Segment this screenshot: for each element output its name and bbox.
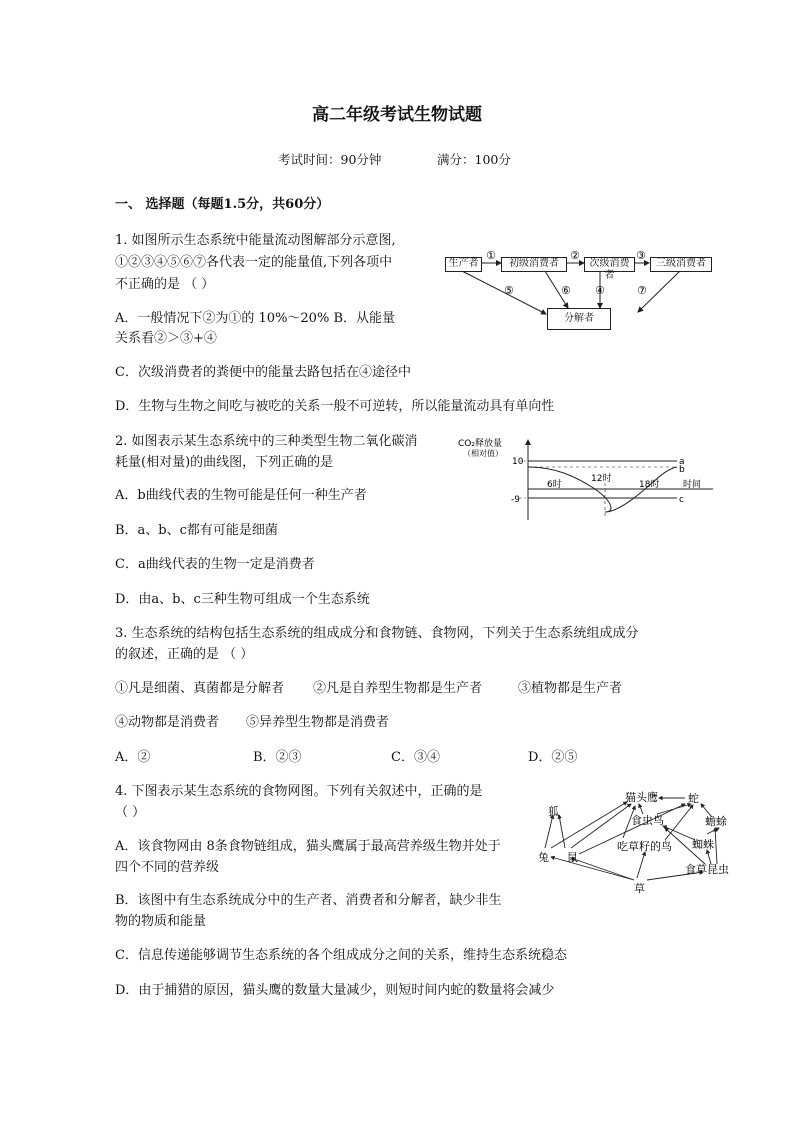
- q4-option-a-line1: A．该食物网由 8条食物链组成，猫头鹰属于最高营养级生物并处于: [115, 839, 501, 854]
- q3-statement-2: ②凡是自养型生物都是生产者: [313, 681, 483, 696]
- q4-option-b-line2: 物的物质和能量: [115, 914, 207, 929]
- q3-option-a: A．②: [115, 750, 151, 765]
- node-spider: 蜘蛛: [692, 838, 714, 851]
- q2-option-a: A．b曲线代表的生物可能是任何一种生产者: [115, 488, 367, 503]
- q3-stem-line1: 3. 生态系统的结构包括生态系统的组成成分和食物链、食物网，下列关于生态系统组成成分: [115, 626, 639, 641]
- edge-insect-toad: [715, 828, 717, 864]
- edge-grass-seedbird: [637, 852, 645, 878]
- node-seed-bird: 吃草籽的鸟: [617, 840, 672, 853]
- q4-option-c: C．信息传递能够调节生态系统的各个组成成分之间的关系，维持生态系统稳态: [115, 948, 567, 963]
- y-tick-10: 10: [512, 457, 524, 467]
- label-7: ⑦: [637, 284, 647, 297]
- tertiary-consumer-box: 三级消费者: [650, 257, 712, 272]
- label-4: ④: [595, 284, 605, 297]
- node-grass: 草: [634, 882, 645, 895]
- q1-option-d: D．生物与生物之间吃与被吃的关系一般不可逆转，所以能量流动具有单向性: [115, 399, 555, 414]
- q3-option-b: B．②③: [253, 750, 302, 765]
- q4-stem-line1: 4. 下图表示某生态系统的食物网图。下列有关叙述中，正确的是: [115, 784, 483, 799]
- q1-option-c: C．次级消费者的粪便中的能量去路包括在④途径中: [115, 365, 411, 380]
- q4-stem-line2: （ ）: [115, 805, 146, 820]
- primary-consumer-box: 初级消费者: [501, 257, 567, 272]
- node-insect-bird: 食虫鸟: [631, 814, 664, 827]
- series-c-label: c: [679, 495, 684, 505]
- q3-statement-5: ⑤异养型生物都是消费者: [246, 715, 390, 730]
- q3-option-d: D．②⑤: [528, 750, 578, 765]
- exam-time: 考试时间：90分钟: [278, 152, 382, 167]
- q2-option-c: C．a曲线代表的生物一定是消费者: [115, 557, 315, 572]
- q1-stem-line2: ①②③④⑤⑥⑦各代表一定的能量值,下列各项中: [115, 255, 393, 270]
- q3-statement-3: ③植物都是生产者: [518, 681, 623, 696]
- node-fox: 狐: [548, 805, 559, 818]
- q3-statement-1: ①凡是细菌、真菌都是分解者: [115, 681, 285, 696]
- y-axis-label-2: （相对值）: [463, 449, 503, 458]
- edge-rabbit-fox: [545, 815, 553, 848]
- q1-stem-line3: 不正确的是 （ ）: [115, 277, 215, 292]
- q3-statement-4: ④动物都是消费者: [115, 715, 220, 730]
- label-1: ①: [486, 249, 496, 262]
- edge-spider-toad: [707, 828, 719, 834]
- co2-curve-graph: [455, 436, 720, 522]
- edge-rabbit-owl: [551, 802, 627, 848]
- food-web-diagram: [535, 788, 740, 898]
- y-axis-label-1: CO₂释放量: [458, 439, 502, 449]
- section-title: 一、 选择题（每题1.5分，共60分）: [115, 197, 330, 212]
- x-tick-18: 18时: [639, 480, 660, 490]
- node-mouse: 鼠: [567, 851, 578, 864]
- secondary-consumer-box: 次级消费者: [584, 257, 635, 272]
- edge-grass-mouse: [571, 858, 634, 880]
- q1-stem-line1: 1. 如图所示生态系统中能量流动图解部分示意图,: [115, 233, 396, 248]
- x-axis-label: 时间: [683, 480, 702, 490]
- label-3: ③: [636, 249, 646, 262]
- edge-grass-rabbit: [551, 857, 634, 880]
- edge-spider-insectbird: [663, 826, 695, 840]
- q4-option-d: D．由于捕猎的原因，猫头鹰的数量大量减少，则短时间内蛇的数量将会减少: [115, 983, 555, 998]
- node-owl: 猫头鹰: [625, 791, 658, 804]
- edge-insectbird-snake: [657, 804, 691, 814]
- q2-stem-line1: 2. 如图表示某生态系统中的三种类型生物二氧化碳消: [115, 434, 418, 449]
- x-tick-6: 6时: [547, 480, 562, 490]
- q2-option-d: D．由a、b、c三种生物可组成一个生态系统: [115, 592, 370, 607]
- q4-option-b-line1: B．该图中有生态系统成分中的生产者、消费者和分解者，缺少非生: [115, 893, 502, 908]
- edge-insect-spider: [707, 850, 711, 864]
- edge-insectbird-owl: [639, 804, 643, 814]
- page-title: 高二年级考试生物试题: [312, 105, 482, 125]
- node-toad: 蟾蜍: [705, 815, 727, 828]
- full-score: 满分：100分: [437, 152, 511, 167]
- q2-option-b: B．a、b、c都有可能是细菌: [115, 523, 278, 538]
- q4-option-a-line2: 四个不同的营养级: [115, 860, 220, 875]
- label-5: ⑤: [504, 284, 514, 297]
- q1-option-b-cont: 关系看②＞③+④: [115, 331, 217, 346]
- y-tick-neg9: -9: [511, 495, 520, 505]
- q2-stem-line2: 耗量(相对量)的曲线图，下列正确的是: [115, 455, 334, 470]
- q1-option-a: A．一般情况下②为①的 10%～20% B．从能量: [115, 311, 395, 326]
- series-b-label: b: [679, 465, 685, 475]
- label-2: ②: [570, 249, 580, 262]
- q3-option-c: C．③④: [391, 750, 440, 765]
- node-rabbit: 兔: [538, 851, 549, 864]
- q3-stem-line2: 的叙述，正确的是 （ ）: [115, 647, 254, 662]
- label-6: ⑥: [561, 284, 571, 297]
- x-tick-12: 12时: [591, 474, 612, 484]
- producer-box: 生产者: [445, 257, 482, 272]
- node-herbivorous-insect: 食草昆虫: [685, 863, 729, 876]
- decomposer-box: 分解者: [547, 308, 611, 330]
- series-a-label: a: [679, 457, 685, 467]
- node-snake: 蛇: [688, 792, 699, 805]
